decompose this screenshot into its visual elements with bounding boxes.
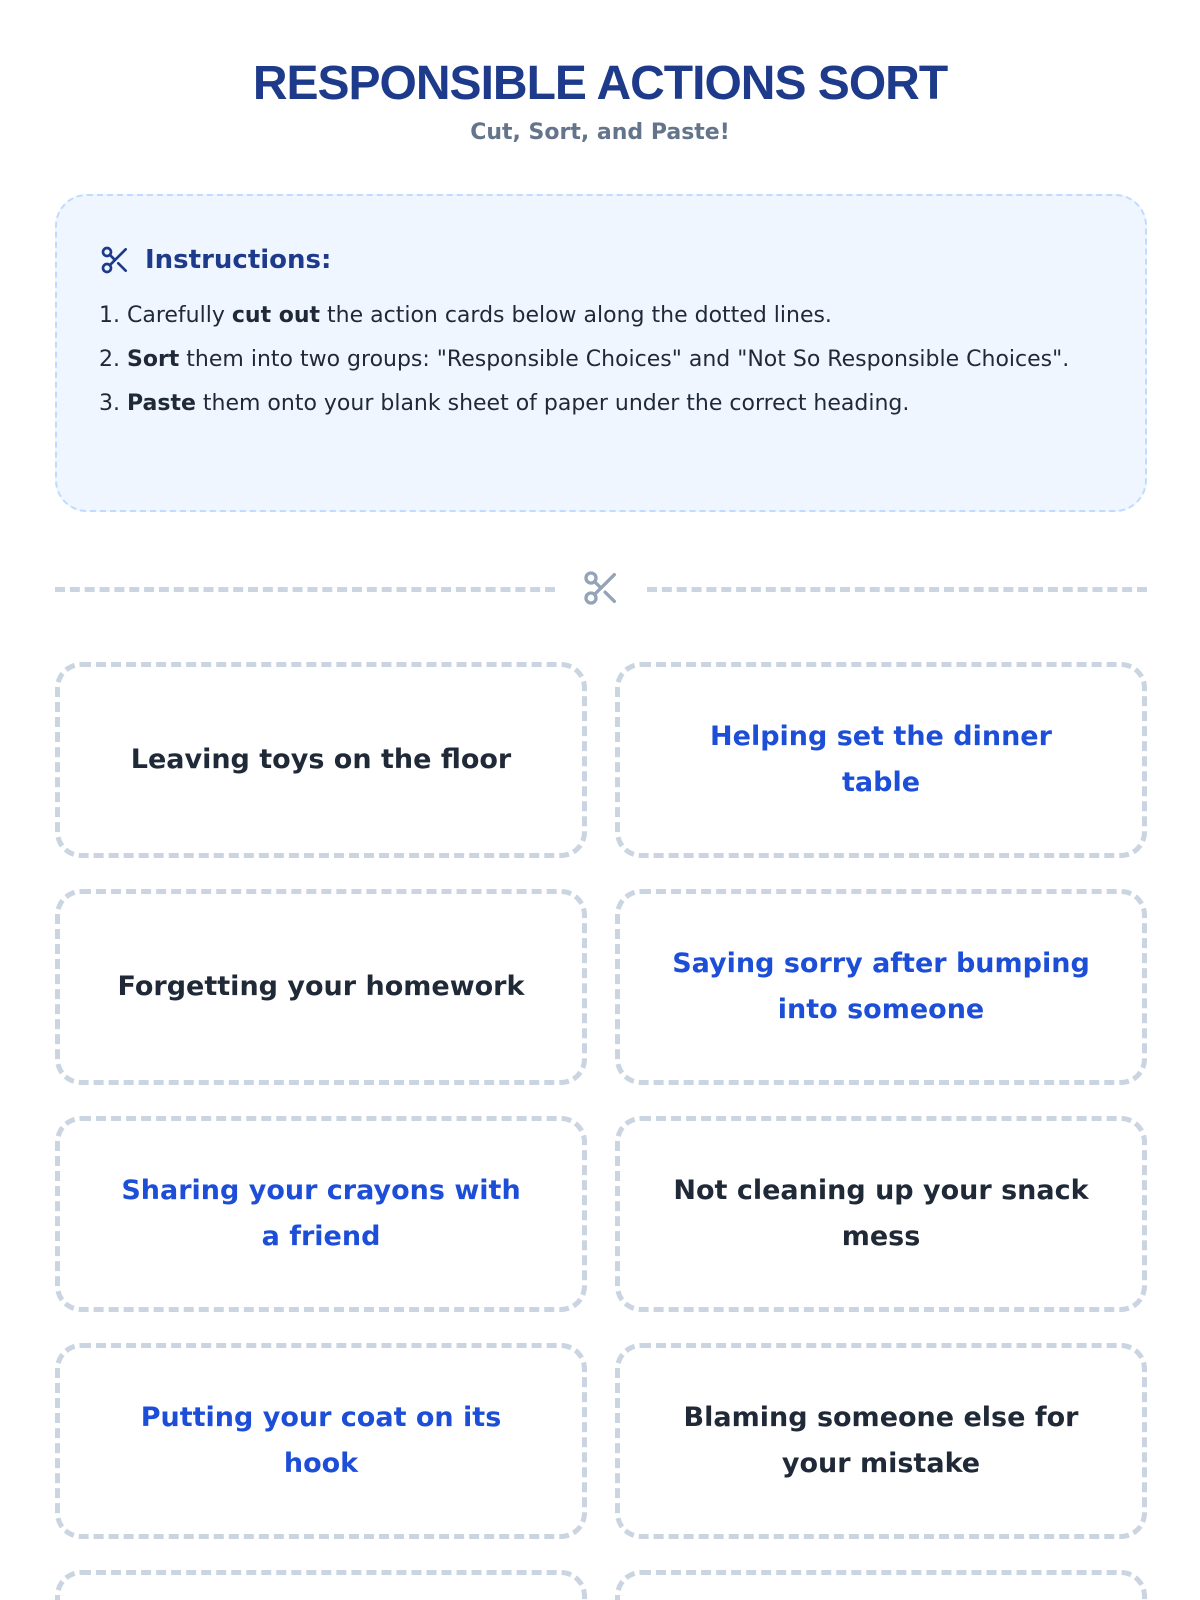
action-card[interactable] <box>55 1116 587 1312</box>
action-card[interactable] <box>55 662 587 858</box>
instructions-heading-label: Instructions: <box>145 245 332 275</box>
action-card-text: Leaving toys on the floor <box>130 744 512 775</box>
cut-line-left <box>55 587 555 592</box>
step-keyword: Sort <box>126 347 180 372</box>
scissors-icon <box>581 568 621 608</box>
instructions-list <box>99 294 1103 426</box>
step-text: Carefully <box>126 303 232 328</box>
page-subtitle: Cut, Sort, and Paste! <box>470 120 730 145</box>
action-card-text: Not cleaning up your snack mess <box>673 1175 1089 1252</box>
action-card[interactable] <box>55 889 587 1085</box>
step-keyword: Paste <box>126 391 196 416</box>
action-card-text: Saying sorry after bumping into someone <box>672 948 1090 1025</box>
action-card-text: Blaming someone else for your mistake <box>683 1402 1079 1479</box>
action-card[interactable] <box>615 1116 1147 1312</box>
step-text: the action cards below along the dotted lines. <box>320 303 832 328</box>
cut-line-right <box>647 587 1147 592</box>
step-text: them onto your blank sheet of paper under the correct heading. <box>195 391 910 416</box>
instructions-heading <box>99 240 1103 280</box>
step-number: 1. <box>99 303 127 328</box>
action-card-text: Helping set the dinner table <box>710 721 1052 798</box>
instruction-step-2 <box>99 338 1103 382</box>
scissors-icon <box>99 244 131 276</box>
action-card[interactable] <box>55 1343 587 1539</box>
action-card[interactable] <box>615 1570 1147 1600</box>
action-card-text: Sharing your crayons with a friend <box>121 1175 521 1252</box>
step-number: 2. <box>99 347 127 372</box>
action-card[interactable] <box>615 889 1147 1085</box>
instructions-box <box>55 194 1147 512</box>
action-card[interactable] <box>615 662 1147 858</box>
step-keyword: cut out <box>231 303 321 328</box>
action-card-text: Forgetting your homework <box>117 971 525 1002</box>
action-card[interactable] <box>55 1570 587 1600</box>
instruction-step-3 <box>99 382 1103 426</box>
instruction-step-1 <box>99 294 1103 338</box>
step-text: them into two groups: "Responsible Choices" and "Not So Responsible Choices". <box>179 347 1070 372</box>
action-card-text: Putting your coat on its hook <box>140 1402 502 1479</box>
cut-line-divider <box>55 568 1147 608</box>
step-number: 3. <box>99 391 127 416</box>
page-title: RESPONSIBLE ACTIONS SORT <box>252 57 948 110</box>
action-card[interactable] <box>615 1343 1147 1539</box>
